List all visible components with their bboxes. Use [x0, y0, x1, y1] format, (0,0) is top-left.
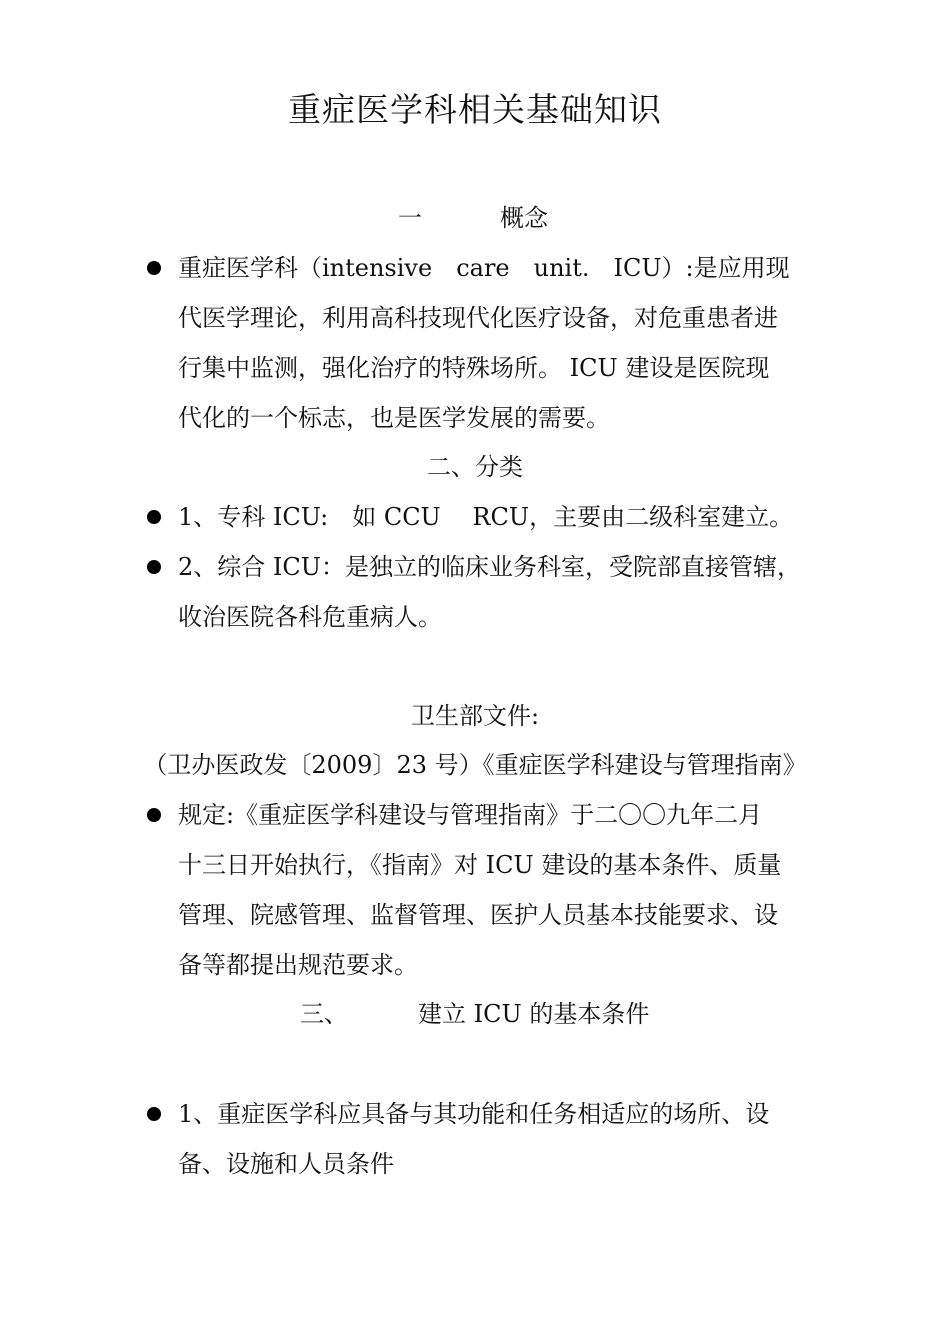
paragraph-line: 1、重症医学科应具备与其功能和任务相适应的场所、设: [178, 1100, 770, 1128]
specialty-icu-paragraph: [178, 492, 808, 542]
section-1-number: 一: [398, 204, 422, 232]
paragraph-line: 1、专科 ICU: 如 CCU RCU，主要由二级科室建立。: [178, 503, 794, 531]
bullet-icon: [147, 510, 161, 524]
bullet-icon: [147, 1107, 161, 1121]
paragraph-line: 2、综合 ICU：是独立的临床业务科室，受院部直接管辖，: [178, 553, 801, 581]
bullet-icon: [147, 808, 161, 822]
ministry-heading: 卫生部文件:: [410, 702, 540, 730]
section-3-name: 建立 ICU 的基本条件: [418, 1000, 650, 1028]
paragraph-line: 备、设施和人员条件: [178, 1150, 394, 1178]
regulation-paragraph: [178, 790, 808, 990]
basic-conditions-paragraph: [178, 1089, 808, 1189]
paragraph-line: 收治医院各科危重病人。: [178, 603, 442, 631]
general-icu-paragraph: [178, 542, 808, 642]
section-3-number: 三、: [300, 1000, 348, 1028]
bullet-icon: [147, 261, 161, 275]
paragraph-line: 行集中监测，强化治疗的特殊场所。 ICU 建设是医院现: [178, 354, 770, 382]
paragraph-line: 十三日开始执行，《指南》对 ICU 建设的基本条件、质量: [178, 851, 782, 879]
section-2-heading: 二、分类: [427, 453, 523, 481]
section-1-name: 概念: [500, 204, 548, 232]
definition-paragraph: [178, 243, 808, 443]
ministry-reference: （卫办医政发〔2009〕23 号）《重症医学科建设与管理指南》: [143, 751, 807, 779]
document-title: 重症医学科相关基础知识: [288, 90, 662, 129]
paragraph-line: 备等都提出规范要求。: [178, 951, 418, 979]
paragraph-line: 规定:《重症医学科建设与管理指南》于二〇〇九年二月: [178, 801, 763, 829]
paragraph-line: 重症医学科（intensive care unit. ICU）:是应用现: [178, 254, 790, 282]
paragraph-line: 代医学理论，利用高科技现代化医疗设备，对危重患者进: [178, 304, 778, 332]
paragraph-line: 代化的一个标志，也是医学发展的需要。: [178, 404, 610, 432]
paragraph-line: 管理、院感管理、监督管理、医护人员基本技能要求、设: [178, 901, 778, 929]
bullet-icon: [147, 560, 161, 574]
